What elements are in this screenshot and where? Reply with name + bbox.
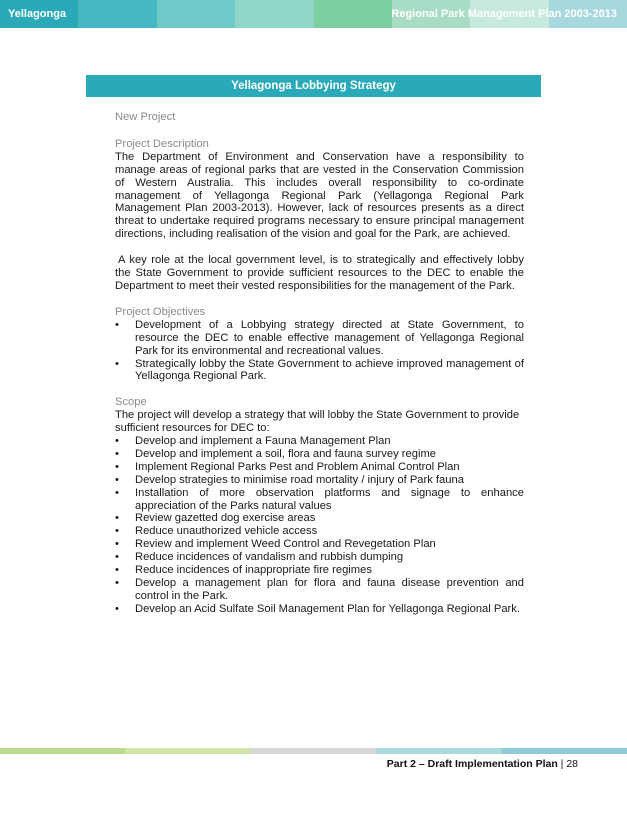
scope-item [115,487,524,513]
scope-item-text: Reduce incidences of vandalism and rubbish dumping [135,551,404,564]
scope-item-text: Installation of more observation platforms and signage to enhance appreciation of the Parks natural values [135,486,524,512]
bullet-icon: • [115,460,119,473]
scope-item [115,564,524,577]
bullet-icon: • [115,525,119,538]
bullet-icon: • [115,538,119,551]
scope-item-text: Reduce incidences of inappropriate fire regimes [135,564,372,577]
bullet-icon: • [115,473,119,486]
color-bar-segment [0,748,125,754]
header-brand: Yellagonga [8,8,67,20]
scope-heading: Scope [115,396,147,409]
color-bar-segment [314,0,392,28]
bullet-icon: • [115,435,119,448]
bullet-icon: • [115,486,119,499]
color-bar-segment [157,0,235,28]
scope-item-text: Develop strategies to minimise road mortality / injury of Park fauna [135,473,464,486]
description-heading: Project Description [115,137,209,150]
objective-item-text: Strategically lobby the State Government to achieve improved management of Yellagonga Regional Park. [135,357,524,383]
bullet-icon: • [115,551,119,564]
description-paragraph-1: The Department of Environment and Conservation have a responsibility to manage areas of regional parks that are vested in the Conservation Commission of Western Australia. This includes overall responsibility to co-ordinate management of Yellagonga Regional Park (Yellagonga Regional Park Management Plan 2003-2013). However, lack of resources presents as a direct threat to undertake required programs necessary to ensure principal management directions, including realisation of the vision and goal for the Park, are achieved. [115,150,524,241]
color-bar-segment [376,748,501,754]
bullet-icon: • [115,602,119,615]
scope-item-text: Develop an Acid Sulfate Soil Management Plan for Yellagonga Regional Park. [135,602,520,615]
bullet-icon: • [115,318,119,331]
scope-item [115,461,524,474]
bullet-icon: • [115,357,119,370]
scope-item [115,435,524,448]
scope-item-text: Review and implement Weed Control and Revegetation Plan [135,538,436,551]
objective-item [115,358,524,384]
objectives-heading: Project Objectives [115,305,206,318]
scope-item-text: Develop a management plan for flora and fauna disease prevention and control in the Park. [135,577,524,602]
scope-item [115,512,524,525]
objective-item-text: Development of a Lobbying strategy directed at State Government, to resource the DEC to enable effective management of Yellagonga Regional Park for its environmental and recreational values. [135,318,524,357]
bullet-icon: • [115,447,119,460]
scope-item [115,525,524,538]
scope-item [115,603,524,616]
color-bar-segment [235,0,313,28]
scope-item [115,538,524,551]
objective-item [115,319,524,358]
scope-item [115,551,524,564]
color-bar-segment [251,748,376,754]
color-bar-segment [78,0,156,28]
main-content [115,111,524,616]
bullet-icon: • [115,512,119,525]
scope-item-text: Develop and implement a Fauna Management Plan [135,435,391,448]
description-paragraph-2: A key role at the local government level, is to strategically and effectively lobby the State Government to provide sufficient resources to the DEC to enable the Department to meet their vested responsibilities for the management of the Park. [115,254,524,292]
bullet-icon: • [115,577,119,589]
footer-label: Part 2 – Draft Implementation Plan [386,758,558,770]
scope-item-text: Reduce unauthorized vehicle access [135,525,318,538]
footer-color-bar [0,748,627,754]
section-banner: Yellagonga Lobbying Strategy [86,75,541,97]
scope-intro: The project will develop a strategy that will lobby the State Government to provide sufficient resources for DEC to: [115,409,520,435]
scope-item-text: Develop and implement a soil, flora and fauna survey regime [135,447,436,460]
header-doc-title: Regional Park Management Plan 2003-2013 [391,8,617,20]
scope-item [115,448,524,461]
color-bar-segment [502,748,627,754]
objectives-list [115,319,524,384]
page-number: 28 [566,758,578,770]
scope-list [115,435,524,616]
scope-item [115,577,524,603]
page-footer [387,758,578,770]
new-project-heading: New Project [115,111,176,123]
bullet-icon: • [115,564,119,577]
scope-item-text: Review gazetted dog exercise areas [135,512,316,525]
scope-item [115,474,524,487]
scope-item-text: Implement Regional Parks Pest and Problem Animal Control Plan [135,460,460,473]
color-bar-segment [125,748,250,754]
footer-separator: | [557,758,567,770]
